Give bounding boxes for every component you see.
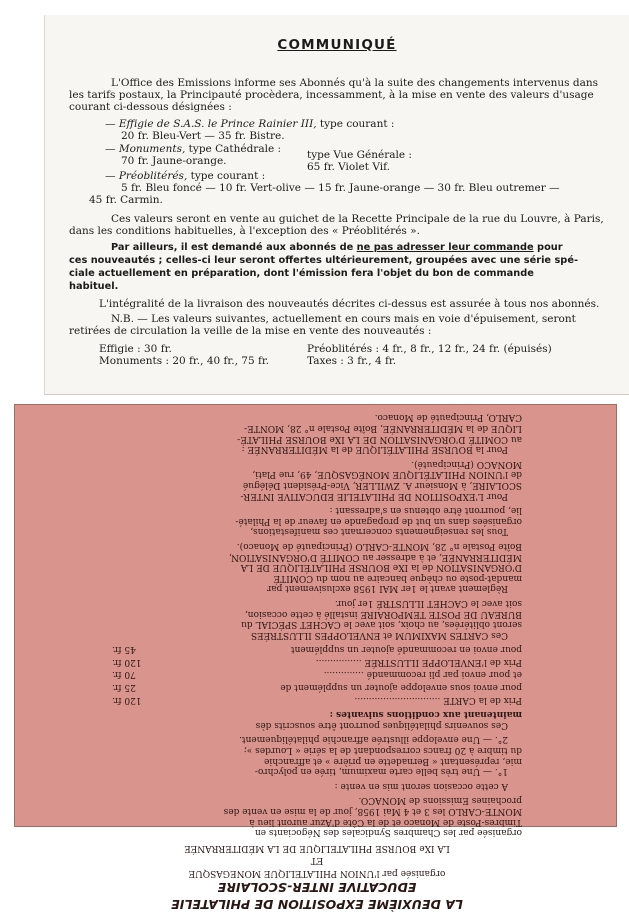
price-row: et pour envoi par pli recommandé .............. 70 fr. (111, 669, 522, 679)
notice-bold-1: Par ailleurs, il est demandé aux abonnés de ne pas adresser leur commande pour (111, 242, 563, 253)
bourse-line: LA IXe BOURSE PHILATELIQUE DE LA MÉDITERRANÉE (183, 842, 450, 853)
exposition-heading-2: EDUCATIVE INTER-SCOLAIRE (217, 879, 416, 895)
notice-bold-3: ciale actuellement en préparation, dont l'émission fera l'objet du bon de commande (69, 268, 534, 279)
price-row: pour envoi en recommandé ajouter un supplément 45 fr. (111, 643, 522, 654)
sale-line-1: Ces valeurs seront en vente au guichet de la Recette Principale de la rue du Louvre, à Paris, (111, 213, 604, 225)
exposition-card (14, 404, 617, 912)
notice-bold-4: habituel. (69, 281, 119, 292)
exposition-text-rotated (112, 322, 522, 912)
para4: Ces souvenirs philatéliques pourront être souscrits dès maintenant aux conditions suivantes : (255, 708, 522, 730)
item-effigie: — Effigie de S.A.S. le Prince Rainier III, type courant : (105, 118, 395, 130)
para6: Règlement avant le 1er MAI 1958 exclusivement par mandat-poste ou chèque bancaire au nom du COMITÉ D'ORGANISATION de la IXe BOURSE PHILATÉLIQUE DE LA MÉDITERRANÉE, et à adresser au COMITÉ D'ORGANISATION, Boîte Postale n° 28, MONTE-CARLO (Principauté de Monaco). (228, 540, 522, 593)
price-row: Prix de la CARTE .............................. 120 fr. (111, 694, 522, 705)
sale-line-2: dans les conditions habituelles, à l'exception des « Préoblitérés ». (69, 225, 420, 237)
item-preobliteres-values-1: 5 fr. Bleu foncé — 10 fr. Vert-olive — 15 fr. Jaune-orange — 30 fr. Bleu outremer — (121, 182, 560, 194)
et-line: ET (310, 854, 323, 865)
nb-line-1: N.B. — Les valeurs suivantes, actuellement en cours mais en voie d'épuisement, seront (111, 313, 576, 325)
price-list (112, 643, 522, 704)
item-monuments: — Monuments, type Cathédrale : (105, 143, 282, 155)
item-monuments-values: 70 fr. Jaune-orange. (121, 155, 227, 167)
exposition-heading-1: LA DEUXIÈME EXPOSITION DE PHILATELIE (170, 896, 463, 912)
item-preobliteres: — Préoblitérés, type courant : (105, 170, 266, 182)
item-monuments-right-1: type Vue Générale : (307, 149, 412, 161)
para7: Tous les renseignements concernant ces manifestations, organisées dans un but de propagande en faveur de la Philaté- lie, pourront être obtenus en s'adressant : (234, 504, 522, 536)
notice-bold-2: ces nouveautés ; celles-ci leur seront offertes ultérieurement, groupées avec une série spé- (69, 255, 579, 266)
intro-line-2: les tarifs postaux, la Principauté procèdera, incessamment, à la mise en vente des valeurs d'usage (69, 89, 594, 101)
intro-line-1: L'Office des Emissions informe ses Abonnés qu'à la suite des changements intervenus dans (111, 77, 599, 89)
item-effigie-values: 20 fr. Bleu-Vert — 35 fr. Bistre. (121, 130, 285, 142)
para8: Pour L'EXPOSITION DE PHILATELIE EDUCATIVE INTER- SCOLAIRE, à Monsieur A. ZWILLER, Vice-Président Délégué de l'UNION PHILATÉLIQUE MONÉGASQUE, 49, rue Plati, MONACO (Principauté). (239, 458, 522, 501)
para5: Ces CARTES MAXIMUM et ENVELOPPES ILLUSTRÉES seront oblitérées, au choix, soit avec le CACHET SPÉCIAL du BUREAU DE POSTE TEMPORAIRE installé à cette occasion, soit avec le CACHET ILLUSTRÉ 1er jour. (240, 597, 522, 640)
item-monuments-right-2: 65 fr. Violet Vif. (307, 161, 390, 173)
price-row: pour envoi sous enveloppe ajouter un supplément de 25 fr. (111, 681, 522, 692)
intro-line-3: courant ci-dessous désignées : (69, 101, 232, 113)
nb-line-2: retirées de circulation la veille de la mise en vente des nouveautés : (69, 325, 432, 337)
retired-effigie: Effigie : 30 fr. (99, 343, 172, 355)
organised-by: organisée par l'UNION PHILATELIQUE MONEGASQUE (188, 867, 445, 878)
para1: organisée par les Chambres Syndicales des Négociants en Timbres-Poste de Monaco et de la Côte d'Azur auront lieu à MONTE-CARLO les 3 et 4 Mai 1958, jour de la mise en vente des prochaines Emissions de MONACO. (223, 794, 522, 837)
retired-preobliteres: Préoblitérés : 4 fr., 8 fr., 12 fr., 24 fr. (épuisés) (307, 343, 552, 355)
communique-title: COMMUNIQUÉ (277, 37, 397, 53)
para3: 1°. — Une très belle carte maximum, tirée en polychro- mie, représentant « Bernadette en prière » et affranchie du timbre à 20 francs correspondant de la série « Lourdes »; 2°. — Une enveloppe illustrée affranchie philatéliquement. (238, 733, 522, 776)
para2: A cette occasion seront mis en vente : (334, 780, 508, 791)
integrity-line: L'intégralité de la livraison des nouveautés décrites ci-dessus est assurée à tous nos abonnés. (99, 298, 600, 310)
price-row: Prix de l'ENVELOPPE ILLUSTRÉE ................ 120 fr. (111, 656, 522, 667)
retired-monuments: Monuments : 20 fr., 40 fr., 75 fr. (99, 355, 270, 367)
retired-taxes: Taxes : 3 fr., 4 fr. (307, 355, 397, 367)
item-preobliteres-values-2: 45 fr. Carmin. (89, 194, 163, 206)
para9: Pour la BOURSE PHILATÉLIQUE de la MÉDITERRANÉE : au COMITÉ D'ORGANISATION DE LA IXe BOURSE PHILATÉ- LIQUE de la MÉDITERRANÉE, Boîte Postale n° 28, MONTE- CARLO, Principauté de Monaco. (236, 411, 522, 454)
